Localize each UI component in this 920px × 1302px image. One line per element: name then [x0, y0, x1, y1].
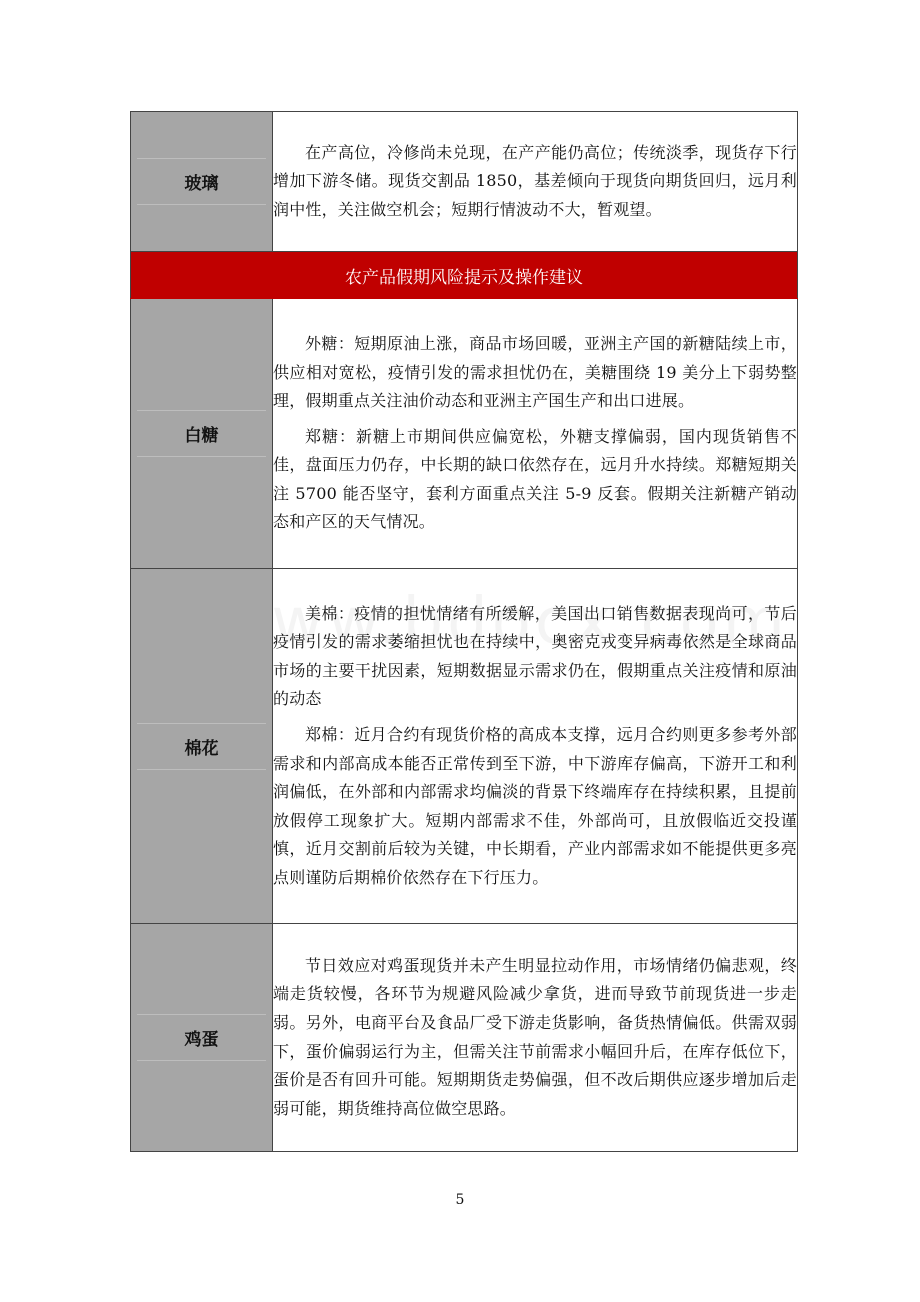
row-label-glass: 玻璃 [131, 112, 273, 252]
paragraph: 外糖：短期原油上涨，商品市场回暖，亚洲主产国的新糖陆续上市，供应相对宽松，疫情引发的需求担忧仍在，美糖围绕 19 美分上下弱势整理，假期重点关注油价动态和亚洲主产国生产和出口进展。 [273, 333, 797, 411]
row-content-egg [273, 924, 798, 1152]
paragraph: 节日效应对鸡蛋现货并未产生明显拉动作用，市场情绪仍偏悲观，终端走货较慢，各环节为规避风险减少拿货，进而导致节前现货进一步走弱。另外，电商平台及食品厂受下游走货影响，备货热情偏低。供需双弱下，蛋价偏弱运行为主，但需关注节前需求小幅回升后，在库存低位下，蛋价是否有回升可能。短期期货走势偏强，但不改后期供应逐步增加后走弱可能，期货维持高位做空思路。 [273, 955, 797, 1118]
row-label-sugar: 白糖 [131, 299, 273, 569]
row-label-cotton: 棉花 [131, 569, 273, 924]
section-header-row [131, 252, 798, 299]
paragraph: 在产高位，冷修尚未兑现，在产产能仍高位；传统淡季，现货存下行增加下游冬储。现货交割品 1850，基差倾向于现货向期货回归，远月利润中性，关注做空机会；短期行情波动不大，暂观望。 [273, 142, 797, 219]
page-number: 5 [455, 1192, 465, 1208]
table-row-egg [131, 924, 798, 1152]
row-content-cotton [273, 569, 798, 924]
row-label-egg: 鸡蛋 [131, 924, 273, 1152]
table-row-cotton [131, 569, 798, 924]
paragraph: 郑糖：新糖上市期间供应偏宽松，外糖支撑偏弱，国内现货销售不佳，盘面压力仍存，中长期的缺口依然存在，远月升水持续。郑糖短期关注 5700 能否坚守，套利方面重点关注 5-9 反套。假期关注新糖产销动态和产区的天气情况。 [273, 426, 797, 532]
section-header: 农产品假期风险提示及操作建议 [131, 252, 798, 299]
paragraph: 郑棉：近月合约有现货价格的高成本支撑，远月合约则更多参考外部需求和内部高成本能否正常传到至下游，中下游库存偏高，下游开工和利润偏低，在外部和内部需求均偏淡的背景下终端库存在持续积累，且提前放假停工现象扩大。短期内部需求不佳，外部尚可，且放假临近交投谨慎，近月交割前后较为关键，中长期看，产业内部需求如不能提供更多亮点则谨防后期棉价依然存在下行压力。 [273, 724, 797, 887]
commodity-table [130, 111, 798, 1152]
paragraph: 美棉：疫情的担忧情绪有所缓解，美国出口销售数据表现尚可，节后疫情引发的需求萎缩担忧也在持续中，奥密克戎变异病毒依然是全球商品市场的主要干扰因素，短期数据显示需求仍在，假期重点关注疫情和原油的动态 [273, 603, 797, 709]
table-row-glass [131, 112, 798, 252]
row-content-glass [273, 112, 798, 252]
row-content-sugar [273, 299, 798, 569]
table-row-sugar [131, 299, 798, 569]
